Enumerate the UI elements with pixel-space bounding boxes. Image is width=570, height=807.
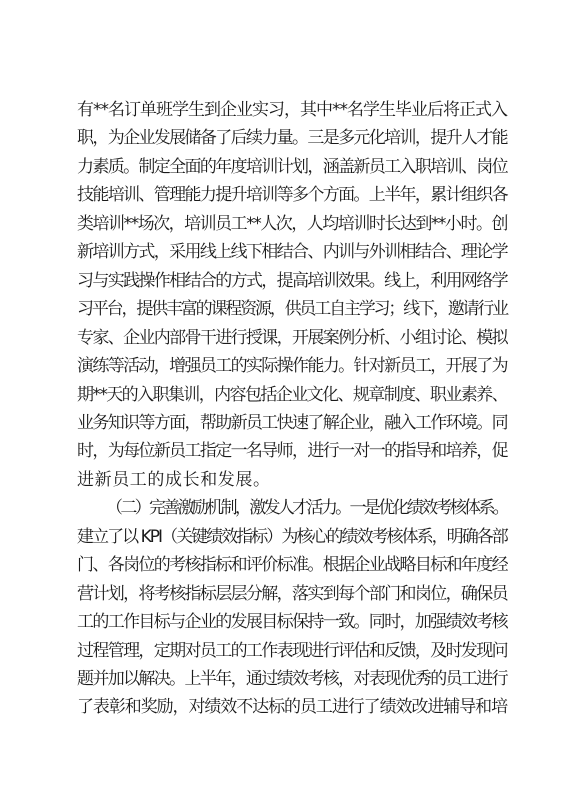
text-line: 力素质。制定全面的年度培训计划，涵盖新员工入职培训、岗位 (77, 156, 507, 177)
text-line: 了表彰和奖励，对绩效不达标的员工进行了绩效改进辅导和培 (77, 697, 507, 718)
text-line: 过程管理，定期对员工的工作表现进行评估和反馈，及时发现问 (77, 640, 507, 661)
text-line: 题并加以解决。上半年，通过绩效考核，对表现优秀的员工进行 (77, 669, 507, 689)
text-line: 建立了以 KPI（关键绩效指标）为核心的绩效考核体系，明确各部 (77, 526, 507, 547)
text-line: 类培训**场次，培训员工**人次，人均培训时长达到**小时。创 (77, 213, 507, 234)
text-line: 有**名订单班学生到企业实习，其中**名学生毕业后将正式入 (77, 100, 507, 120)
text-line: 职，为企业发展储备了后续力量。三是多元化培训，提升人才能 (77, 128, 507, 149)
text-line: 营计划，将考核指标层层分解，落实到每个部门和岗位，确保员 (77, 583, 507, 604)
text-line: 新培训方式，采用线上线下相结合、内训与外训相结合、理论学 (77, 242, 507, 263)
text-line: 时，为每位新员工指定一名导师，进行一对一的指导和培养，促 (77, 441, 507, 462)
text-line: 工的工作目标与企业的发展目标保持一致。同时，加强绩效考核 (77, 612, 507, 633)
text-line: 进新员工的成长和发展。 (77, 469, 271, 490)
text-line: 专家、企业内部骨干进行授课，开展案例分析、小组讨论、模拟 (77, 327, 507, 348)
text-line: （二）完善激励机制，激发人才活力。一是优化绩效考核体系。 (106, 498, 507, 519)
text-line: 演练等活动，增强员工的实际操作能力。针对新员工，开展了为 (77, 356, 507, 377)
text-line: 期**天的入职集训，内容包括企业文化、规章制度、职业素养、 (77, 384, 507, 405)
text-line: 门、各岗位的考核指标和评价标准。根据企业战略目标和年度经 (77, 555, 507, 576)
text-line: 业务知识等方面，帮助新员工快速了解企业，融入工作环境。同 (77, 412, 507, 433)
text-line: 技能培训、管理能力提升培训等多个方面。上半年，累计组织各 (77, 185, 507, 206)
text-line: 习平台，提供丰富的课程资源，供员工自主学习；线下，邀请行业 (77, 299, 507, 320)
text-line: 习与实践操作相结合的方式，提高培训效果。线上，利用网络学 (77, 270, 507, 291)
